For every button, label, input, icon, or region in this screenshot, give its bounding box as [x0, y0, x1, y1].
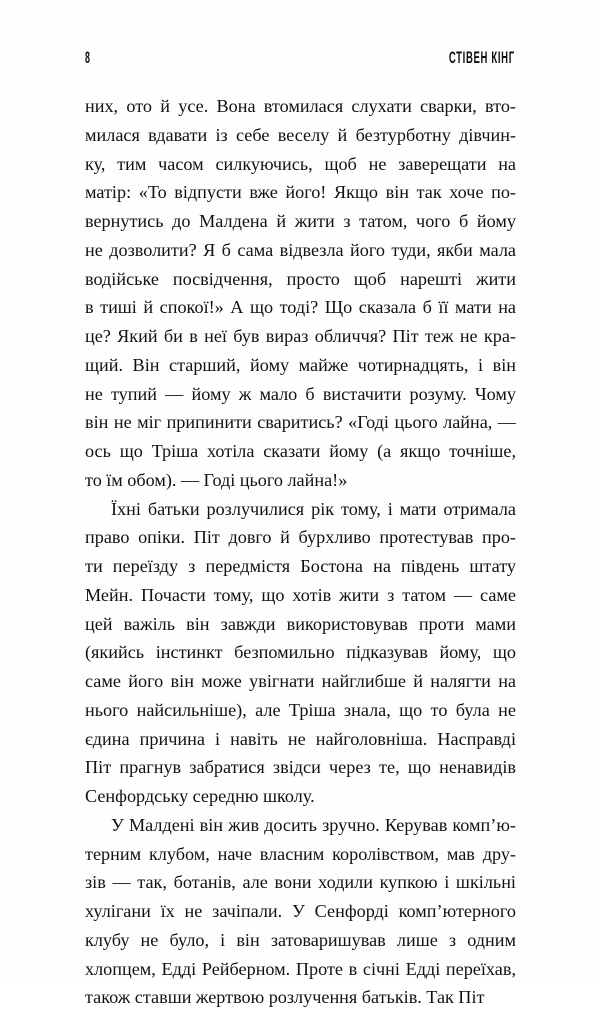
- text-line: водійське посвідчення, просто щоб нарешті жити: [85, 268, 516, 289]
- text-line: Мейн. Почасти тому, що хотів жити з татом — саме: [85, 584, 516, 605]
- running-head-author: СТІВЕН КІНГ: [449, 47, 515, 67]
- text-line: він не міг припинити сваритись? «Годі цього лайна, —: [85, 412, 516, 433]
- text-line: це? Який би в неї був вираз обличчя? Піт теж не кра-: [85, 326, 516, 346]
- text-line: матір: «То відпусти вже його! Якщо він так хоче по-: [85, 182, 516, 203]
- text-line: терним клубом, наче власним королівством, мав дру-: [85, 843, 516, 864]
- text-line: щий. Він старший, йому майже чотирнадцять, і він: [85, 354, 516, 375]
- text-line: милася вдавати із себе веселу й безтурботну дівчин-: [85, 124, 516, 145]
- paragraph: [85, 92, 516, 495]
- text-line: то їм обом). — Годі цього лайна!»: [85, 469, 348, 490]
- text-line: ти переїзду з передмістя Бостона на південь штату: [85, 556, 516, 576]
- page-number: 8: [85, 47, 90, 67]
- text-line: саме його він може увігнати найглибше й налягти на: [85, 671, 516, 691]
- text-line: не тупий — йому ж мало б вистачити розуму. Чому: [85, 383, 516, 404]
- text-line: (якийсь інстинкт безпомильно підказував йому, що: [85, 642, 516, 663]
- text-line: в тиші й спокої!» А що тоді? Що сказала б її мати на: [85, 297, 516, 318]
- text-line: зів — так, ботанів, але вони ходили купкою і шкільні: [85, 872, 516, 893]
- text-line: них, ото й усе. Вона втомилася слухати сварки, вто-: [85, 96, 516, 116]
- running-head: [85, 44, 515, 70]
- text-line: єдина причина і навіть не найголовніша. Насправді: [85, 728, 516, 749]
- paragraph: [85, 811, 516, 1012]
- text-line: ось що Тріша хотіла сказати йому (а якщо точніше,: [85, 441, 516, 461]
- text-line: клубу не було, і він затоваришував лише з одним: [85, 929, 516, 950]
- text-line: нього найсильніше), але Тріша знала, що то була не: [85, 699, 516, 720]
- text-line: хулігани їх не зачіпали. У Сенфорді комп’ютерного: [85, 901, 516, 921]
- text-line: вернутись до Малдена й жити з татом, чого б йому: [85, 211, 516, 231]
- text-line: не дозволити? Я б сама відвезла його туди, якби мала: [85, 239, 516, 260]
- text-line: Сенфордську середню школу.: [85, 786, 315, 806]
- text-line: Піт прагнув забратися звідси через те, що ненавидів: [85, 757, 516, 778]
- text-line: цей важіль він завжди використовував проти мами: [85, 613, 516, 634]
- paragraph: [85, 495, 516, 811]
- body-text-block: [85, 92, 516, 1012]
- text-line: Їхні батьки розлучилися рік тому, і мати отримала: [111, 498, 516, 519]
- text-line: хлопцем, Едді Рейберном. Проте в січні Едді переїхав,: [85, 958, 516, 979]
- text-line: право опіки. Піт довго й бурхливо протестував про-: [85, 527, 516, 548]
- text-line: ку, тим часом силкуючись, щоб не заверещати на: [85, 153, 516, 174]
- text-line: також ставши жертвою розлучення батьків. Так Піт: [85, 987, 485, 1008]
- text-line: У Малдені він жив досить зручно. Керував комп’ю-: [111, 814, 516, 835]
